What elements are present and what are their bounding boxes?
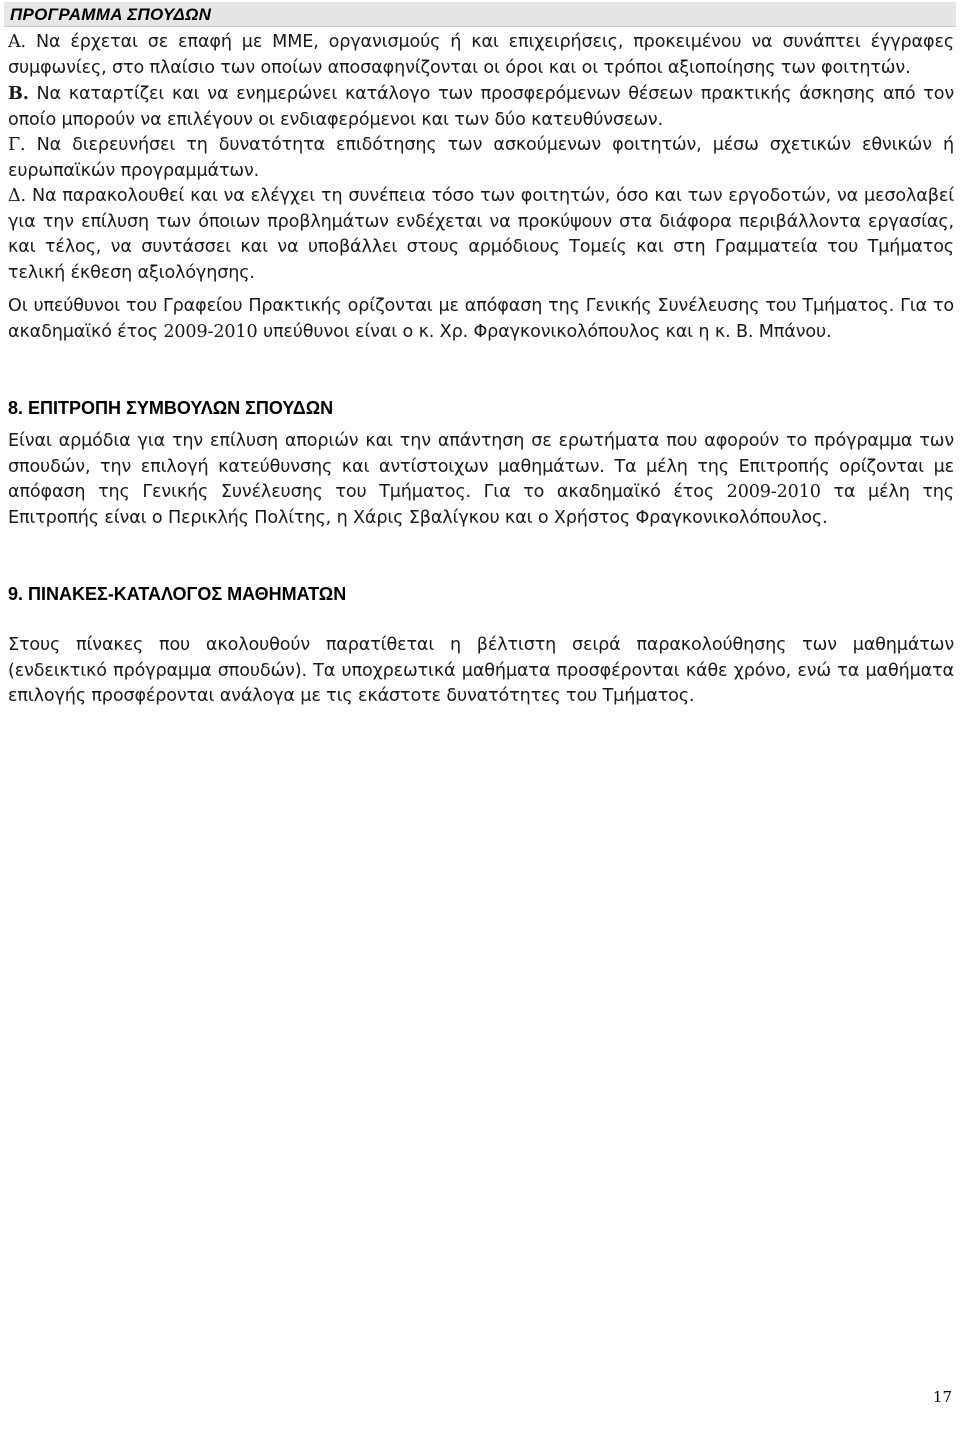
list-item-d — [8, 184, 954, 286]
section-8-text-end: τα μέλη της Επιτροπής είναι ο Περικλής Πολίτης, η Χάρις Σβαλίγκου και ο Χρήστος Φραγκονικολόπουλος. — [8, 482, 954, 528]
list-item-b — [8, 81, 954, 133]
spacer — [8, 286, 954, 294]
list-item-c — [8, 133, 954, 184]
list-marker: Γ. — [8, 135, 26, 155]
list-item-text: Να έρχεται σε επαφή με ΜΜΕ, οργανισμούς ή και επιχειρήσεις, προκειμένου να συνάπτει έγγραφες συμφωνίες, στο πλαίσιο των οποίων αποσαφηνίζονται οι όροι και οι τρόποι αξιοποίησης των φοιτητών. — [8, 32, 954, 78]
section-8-heading: 8. ΕΠΙΤΡΟΠΗ ΣΥΜΒΟΥΛΩΝ ΣΠΟΥΔΩΝ — [8, 398, 334, 418]
list-item-text: Να διερευνήσει τη δυνατότητα επιδότησης των ασκούμενων φοιτητών, μέσω σχετικών εθνικών ή ευρωπαϊκών προγραμμάτων. — [8, 135, 954, 181]
office-text-start: Οι υπεύθυνοι του Γραφείου Πρακτικής ορίζονται με απόφαση της Γενικής Συνέλευσης του Τμήματος. Για το ακαδημαϊκό έτος — [8, 296, 954, 342]
page-content — [8, 30, 954, 710]
section-8-text-start: Είναι αρμόδια για την επίλυση αποριών και την απάντηση σε ερωτήματα που αφορούν το πρόγραμμα των σπουδών, την επιλογή κατεύθυνσης και αντίστοιχων μαθημάτων. Τα μέλη της Επιτροπής ορίζονται με απόφαση της Γενικής Συνέλευσης του Τμήματος. Για το ακαδημαϊκό έτος — [8, 431, 954, 502]
list-marker: Δ. — [8, 186, 26, 206]
list-item-text: Να καταρτίζει και να ενημερώνει κατάλογο των προσφερόμενων θέσεων πρακτικής άσκησης από τον οποίο μπορούν να επιλέγουν οι ενδιαφερόμενοι και των δύο κατευθύνσεων. — [8, 84, 954, 130]
list-item-a — [8, 30, 954, 81]
list-item-text: Να παρακολουθεί και να ελέγχει τη συνέπεια τόσο των φοιτητών, όσο και των εργοδοτών, να μεσολαβεί για την επίλυση των όποιων προβλημάτων ενδέχεται να προκύψουν στα διάφορα περιβάλλοντα εργασίας, και τέλος, να συντάσσει και να υποβάλλει στους αρμόδιους Τομείς και στη Γραμματεία του Τμήματος τελική έκθεση αξιολόγησης. — [8, 186, 954, 283]
page-number: 17 — [932, 1388, 952, 1406]
office-paragraph — [8, 294, 954, 345]
list-marker: Β. — [8, 83, 29, 104]
section-9-heading: 9. ΠΙΝΑΚΕΣ-ΚΑΤΑΛΟΓΟΣ ΜΑΘΗΜΑΤΩΝ — [8, 584, 347, 604]
spacer — [8, 345, 954, 396]
section-9-paragraph: Στους πίνακες που ακολουθούν παρατίθεται η βέλτιστη σειρά παρακολούθησης των μαθημάτων (ενδεικτικό πρόγραμμα σπουδών). Τα υποχρεωτικά μαθήματα προσφέρονται κάθε χρόνο, ενώ τα μαθήματα επιλογής προσφέρονται ανάλογα με τις εκάστοτε δυνατότητες του Τμήματος. — [8, 635, 954, 706]
spacer — [8, 531, 954, 582]
office-text-end: υπεύθυνοι είναι ο κ. Χρ. Φραγκονικολόπουλος και η κ. Β. Μπάνου. — [257, 321, 832, 342]
spacer — [8, 607, 954, 633]
running-header — [4, 2, 956, 27]
running-header-title: ΠΡΟΓΡΑΜΜΑ ΣΠΟΥΔΩΝ — [10, 5, 212, 24]
spacer — [8, 421, 954, 429]
section-8-academic-year: 2009-2010 — [726, 482, 821, 502]
section-8-paragraph — [8, 429, 954, 531]
office-academic-year: 2009-2010 — [163, 321, 258, 342]
list-marker: Α. — [8, 32, 26, 52]
